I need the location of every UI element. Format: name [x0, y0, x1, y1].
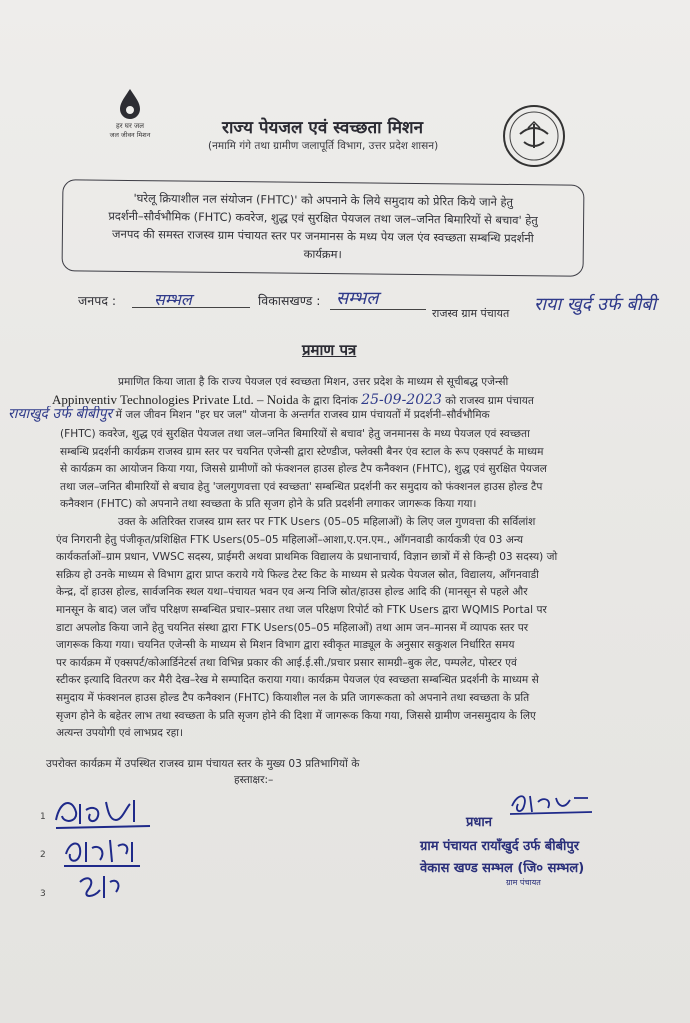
- subject-line: कार्यक्रम।: [303, 246, 342, 262]
- district-label: जनपद :: [78, 293, 117, 308]
- text-line: कनैक्शन (FHTC) को अपनाने तथा स्वच्छता के प्रति सृजग होने के प्रति प्रदर्शनी लगाकर जागरूक किया गया।: [60, 498, 477, 511]
- stamp-line: ग्राम पंचायत: [506, 878, 541, 887]
- block-label: विकासखण्ड :: [258, 293, 321, 308]
- block-value: सम्भल: [336, 288, 379, 309]
- text-line: सम्बन्धि प्रदर्शनी कार्यक्रम राजस्व ग्राम स्तर पर चयनित एजेन्सी द्वारा स्टेण्डीज, फ्लेक्सी बैनर एंव स्टाल के रूप एक्सपर्ट के माध्यम: [60, 445, 544, 458]
- up-govt-emblem-icon: [502, 104, 566, 168]
- text-line: केन्द्र, दों हाउस होल्ड, सार्वजनिक स्थल यथा–पंचायत भवन एव अन्य निजि स्रोत/हाउस होल्ड आदि की (मानसून से पहले और: [56, 586, 528, 599]
- gram-pradhan-stamp: [420, 812, 584, 888]
- signatures-label: हस्ताक्षर:–: [234, 774, 274, 786]
- org-subtitle: (नमामि गंगे तथा ग्रामीण जलापूर्ति विभाग, उत्तर प्रदेश शासन): [208, 140, 439, 152]
- text-line: तथा जल–जनित बीमारियों से बचाव हेतु 'जलगुणवत्ता एवं स्वच्छता' सम्बन्धित प्रदर्शनी कर समुदाय को फंक्शनल हाउस होल्ड टैप: [60, 480, 543, 493]
- text-line: कार्यकर्ताओं–ग्राम प्रधान, VWSC सदस्य, प्राईमरी अथवा प्राथमिक विद्यालय के प्रधानाचार्य, विज्ञान छात्रों में से किन्ही 03 सदस्य) जो: [56, 551, 558, 564]
- text-line: (FHTC) कवरेज, शुद्ध एवं सुरक्षित पेयजल तथा जल–जनित बिमारियों से बचाव' हेतु जनमानस के मध्य पेयजल एवं स्वच्छता: [60, 428, 530, 440]
- subject-box: [62, 179, 585, 276]
- district-underline: [132, 307, 250, 308]
- text-line: प्रमाणित किया जाता है कि राज्य पेयजल एवं स्वच्छता मिशन, उत्तर प्रदेश के माध्यम से सूचीबद्ध एजेन्सी: [118, 376, 509, 388]
- text-line: जागरूक किया गया। चयनित एजेन्सी के माध्यम से मिशन विभाग द्वारा स्वीकृत माड्यूल के अनुसार सकुशल निर्धारित समय: [56, 639, 515, 652]
- text-line: अत्यन्त उपयोगी एवं लाभप्रद रहा।: [56, 727, 183, 740]
- org-title: राज्य पेयजल एवं स्वच्छता मिशन: [222, 118, 424, 138]
- paragraph-1-line-3: [8, 406, 658, 425]
- text-fragment: को राजस्व ग्राम पंचायत: [445, 395, 534, 407]
- paragraph-1-line-1: [118, 374, 652, 392]
- paragraph-1-body: [60, 426, 652, 514]
- subject-line: प्रदर्शनी–सौर्वभौमिक (FHTC) कवरेज, शुद्ध एवं सुरक्षित पेयजल तथा जल–जनित बिमारियों से बचाव' हेतु: [108, 208, 538, 228]
- text-fragment: में जल जीवन मिशन "हर घर जल" योजना के अन्तर्गत राजस्व ग्राम पंचायतों में प्रदर्शनी–सौर्वभौमिक: [115, 409, 490, 421]
- text-line: पर कार्यक्रम में एक्सपर्ट/कोआर्डिनेटर्स तथा विभिन्न प्रकार की आई.ई.सी./प्रचार प्रसार सामग्री–बुक लेट, पम्पलेट, पोस्टर एवं: [56, 656, 517, 669]
- text-line: मानसून के बाद) जल जाँच परिक्षण सम्बन्धित प्रचार–प्रसार तथा जल परिक्षण रिपोर्ट को FTK Users द्वारा WQMIS Portal पर: [56, 603, 547, 616]
- text-line: उक्त के अतिरिक्त राजस्व ग्राम स्तर पर FTK Users (05–05 महिलाओं) के लिए जल गुणवत्ता की सर्विलांश: [118, 516, 536, 528]
- text-line: सक्रिय हो उनके माध्यम से विभाग द्वारा प्राप्त कराये गये फिल्ड टेस्ट किट के माध्यम से प्रत्येक पेयजल स्रोत, विद्यालय, आँगनवाडी: [56, 568, 539, 581]
- program-date: 25-09-2023: [361, 392, 442, 408]
- text-line: डाटा अपलोड किया जाने हेतु चयनित संस्था द्वारा FTK Users(05–05 महिलाओं) तथा आम जन–मानस में व्यापक स्तर पर: [56, 621, 529, 634]
- village-name-handwritten: रायाखुर्द उर्फ बीबीपुर: [8, 406, 113, 422]
- har-ghar-jal-logo: [94, 86, 166, 148]
- gram-panchayat-value: राया खुर्द उर्फ बीबी: [534, 294, 657, 315]
- text-line: एंव निगरानी हेतु पंजीकृत/प्रशिक्षित FTK Users(05–05 महिलाओं–आशा,ए.एन.एम., आँगनवाडी कार्यकत्री एंव 03 अन्य: [56, 533, 524, 546]
- agency-name: Appinventiv Technologies Private Ltd. – Noida: [52, 392, 299, 407]
- signature-3: [74, 870, 130, 904]
- text-fragment: के द्वारा दिनांक: [301, 395, 358, 407]
- paragraph-2: [56, 514, 660, 743]
- logo-text-1: हर घर जल: [116, 122, 144, 130]
- subject-line: जनपद की समस्त राजस्व ग्राम पंचायत स्तर पर जनमानस के मध्य पेय जल एंव स्वच्छता सम्बन्धि प्रदर्शनी: [112, 226, 534, 246]
- block-underline: [330, 309, 426, 310]
- certificate-title: प्रमाण पत्र: [302, 341, 357, 359]
- logo-text-2: जल जीवन मिशन: [109, 131, 151, 139]
- signature-2: [60, 832, 150, 872]
- signature-number: 3: [40, 889, 46, 899]
- participants-note: उपरोक्त कार्यक्रम में उपस्थित राजस्व ग्राम पंचायत स्तर के मुख्य 03 प्रतिभागियों के: [46, 758, 360, 770]
- text-line: स्टीकर इत्यादि वितरण कर मैरी देख–रेख मे सम्पादित कराया गया। कार्यक्रम पेयजल एंव स्वच्छता सम्बन्धित प्रदर्शनी के माध्यम से: [56, 674, 539, 687]
- signature-1: [50, 790, 160, 835]
- text-line: से कार्यक्रम का आयोजन किया गया, जिससे ग्रामीणों को फंक्शनल हाउस होल्ड टैप कनैक्शन (FHTC), शुद्ध एवं सुरक्षित पेयजल: [60, 463, 547, 476]
- gram-panchayat-label: राजस्व ग्राम पंचायत: [432, 307, 510, 320]
- signature-number: 2: [40, 850, 46, 860]
- text-line: समुदाय में फंक्शनल हाउस होल्ड टैप कनैक्शन (FHTC) कियाशील नल के प्रति जागरूकता को अपनाने तथा स्वच्छता के प्रति: [56, 691, 530, 704]
- text-line: सृजग होने के बहेतर लाभ तथा स्वच्छता के प्रति सृजग होने की दिशा में जागरूक किया गया, जिससे ग्रामीण जनसमुदाय के लिए: [56, 709, 536, 722]
- stamp-line: प्रधान: [466, 815, 492, 830]
- signature-number: 1: [40, 812, 46, 822]
- subject-line: 'घरेलू क्रियाशील नल संयोजन (FHTC)' को अपनाने के लिये समुदाय को प्रेरित किये जाने हेतु: [133, 191, 514, 209]
- stamp-line: वेकास खण्ड सम्भल (जि० सम्भल): [420, 861, 585, 876]
- stamp-line: ग्राम पंचायत रायाँखुर्द उर्फ बीबीपुर: [420, 839, 580, 854]
- district-value: सम्भल: [154, 290, 192, 309]
